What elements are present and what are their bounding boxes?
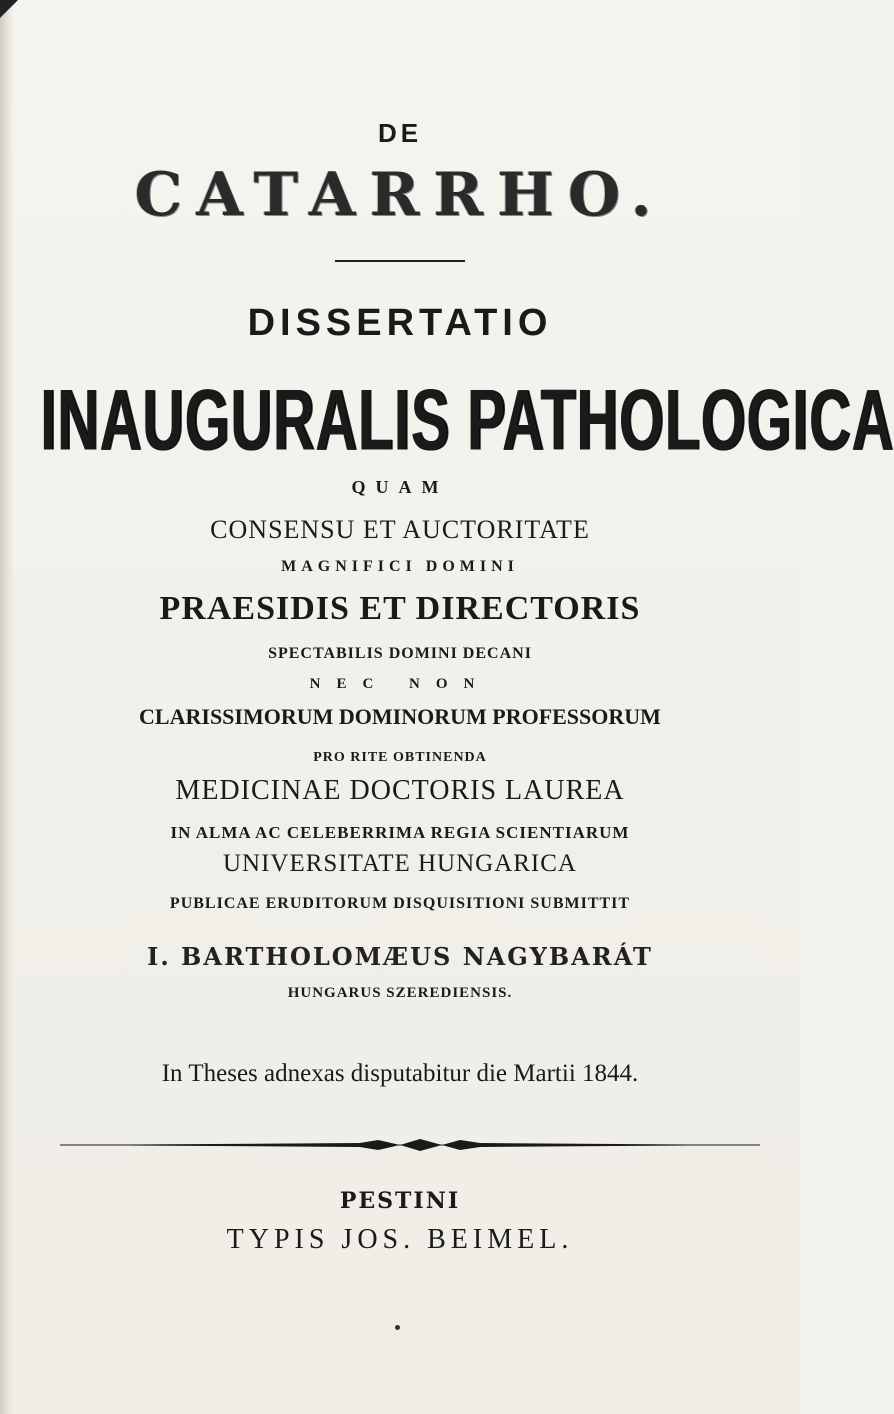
- title-rule: [335, 260, 465, 262]
- title-dissertatio: DISSERTATIO: [247, 302, 553, 344]
- printing-city: PESTINI: [339, 1188, 461, 1214]
- title-catarrho: CATARRHO.: [134, 160, 666, 230]
- ink-dot: [395, 1325, 400, 1330]
- printer-imprint: TYPIS JOS. BEIMEL.: [226, 1224, 574, 1255]
- text-spectabilis: SPECTABILIS DOMINI DECANI: [268, 645, 532, 662]
- text-praesidis: PRAESIDIS ET DIRECTORIS: [159, 590, 641, 627]
- author-name: I. BARTHOLOMÆUS NAGYBARÁT: [147, 942, 653, 971]
- text-publicae: PUBLICAE ERUDITORUM DISQUISITIONI SUBMITTIT: [169, 895, 631, 912]
- text-pro-rite: PRO RITE OBTINENDA: [313, 750, 487, 765]
- text-necnon: NEC NON: [309, 676, 491, 692]
- text-consensu: CONSENSU ET AUCTORITATE: [210, 515, 590, 544]
- text-medicinae: MEDICINAE DOCTORIS LAUREA: [175, 775, 625, 806]
- text-magnifici: MAGNIFICI DOMINI: [281, 558, 519, 575]
- text-clarissimorum: CLARISSIMORUM DOMINORUM PROFESSORUM: [139, 704, 661, 729]
- title-inauguralis-pathologica: INAUGURALIS PATHOLOGICA: [40, 371, 894, 469]
- thesis-line: In Theses adnexas disputabitur die Martii 1844.: [161, 1060, 639, 1087]
- author-origin: HUNGARUS SZEREDIENSIS.: [287, 985, 513, 1001]
- text-in-alma: IN ALMA AC CELEBERRIMA REGIA SCIENTIARUM: [170, 823, 630, 842]
- text-universitate: UNIVERSITATE HUNGARICA: [222, 850, 577, 877]
- corner-mark: [0, 0, 18, 18]
- text-quam: QUAM: [351, 477, 449, 497]
- ornamental-rule: [60, 1135, 760, 1155]
- title-de: DE: [377, 118, 423, 148]
